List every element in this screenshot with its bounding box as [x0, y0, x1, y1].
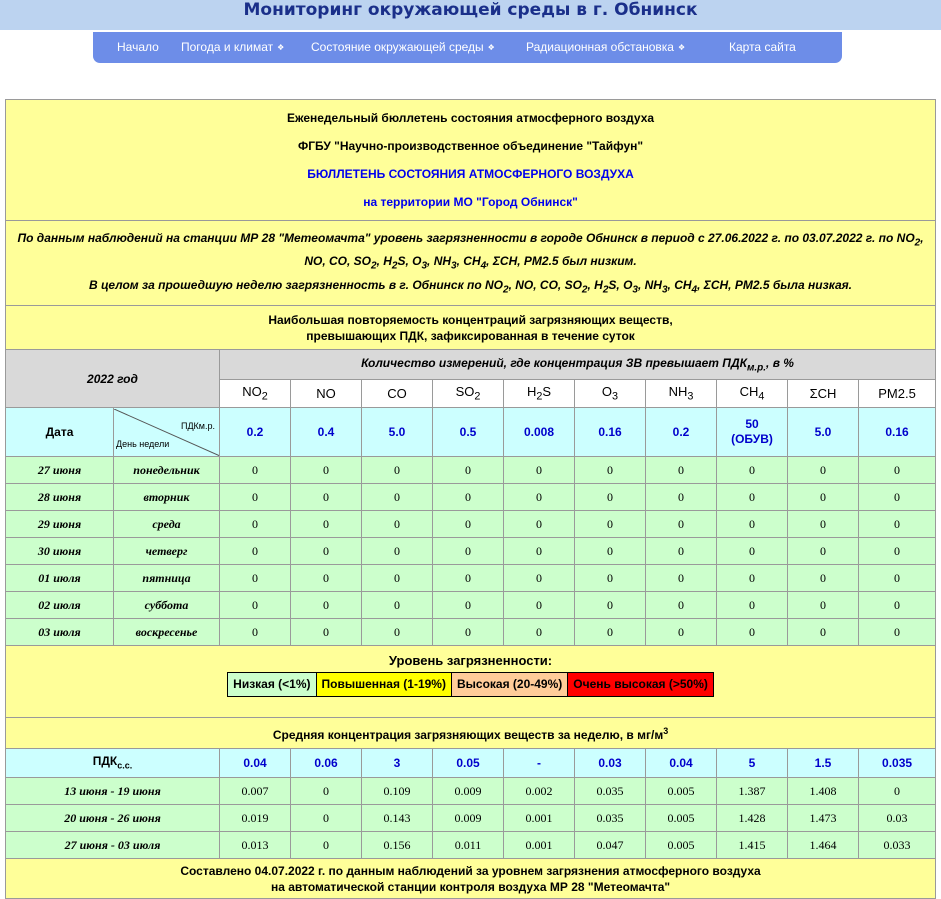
pdk-ss-value: 0.04	[220, 749, 291, 778]
exceed-value: 0	[504, 592, 575, 619]
avg-value: 1.387	[717, 778, 788, 805]
diag-day-label: День недели	[116, 438, 170, 449]
freq-rows	[6, 457, 936, 646]
nav-radiation-label: Радиационная обстановка	[526, 40, 674, 54]
dropdown-caret-icon: ❖	[677, 43, 686, 52]
pollutant-name: CH	[739, 384, 759, 400]
nav-home[interactable]	[117, 32, 159, 63]
pdk-ss-value: 0.035	[859, 749, 936, 778]
pdk-mr-value: 5.0	[362, 408, 433, 457]
avg-value: 0.156	[362, 832, 433, 859]
exceed-value: 0	[362, 565, 433, 592]
exceed-value: 0	[859, 592, 936, 619]
avg-row	[6, 778, 936, 805]
exceed-value: 0	[291, 511, 362, 538]
freq-title	[6, 306, 936, 350]
exceed-value: 0	[362, 457, 433, 484]
row-day: понедельник	[114, 457, 220, 484]
exceed-value: 0	[788, 484, 859, 511]
avg-value: 0.009	[433, 805, 504, 832]
footer-line1: Составлено 04.07.2022 г. по данным наблюдений за уровнем загрязнения атмосферного воздуха	[180, 863, 761, 878]
row-date: 27 июня	[6, 457, 114, 484]
avg-row	[6, 832, 936, 859]
dropdown-caret-icon: ❖	[487, 43, 495, 52]
pollutant-header	[362, 380, 433, 408]
row-date: 30 июня	[6, 538, 114, 565]
pollutant-name: CO	[387, 386, 407, 402]
pollutant-name: H	[526, 384, 537, 400]
exceed-value: 0	[575, 538, 646, 565]
avg-value: 0.001	[504, 805, 575, 832]
nav-home-label: Начало	[117, 40, 159, 54]
count-title	[220, 350, 936, 380]
row-period: 27 июня - 03 июля	[6, 832, 220, 859]
exceed-value: 0	[504, 457, 575, 484]
avg-title-sup: 3	[663, 726, 669, 737]
exceed-value: 0	[504, 565, 575, 592]
exceed-value: 0	[220, 457, 291, 484]
pollutant-sub: 4	[758, 390, 765, 403]
avg-value: 0.005	[646, 832, 717, 859]
legend-very-high: Очень высокая (>50%)	[568, 672, 714, 696]
row-day: суббота	[114, 592, 220, 619]
site-title: Мониторинг окружающей среды в г. Обнинск	[243, 0, 698, 20]
row-day: среда	[114, 511, 220, 538]
pollutant-header	[433, 380, 504, 408]
freq-row	[6, 457, 936, 484]
avg-value: 0.03	[859, 805, 936, 832]
bulletin-line4: на территории МО "Город Обнинск"	[363, 195, 578, 209]
pollutant-sub: 3	[612, 390, 619, 403]
pdk-ss-label	[6, 749, 220, 778]
exceed-value: 0	[220, 565, 291, 592]
intro-text-1: По данным наблюдений на станции МР 28 "Метеомачта" уровень загрязненности в городе Обнинск в период с 27.06.2022 г. по 03.07.2022 г. по $NO_2$, NO, CO, $SO_2$, $H_2S$, $O_3$, $NH_3$, $CH_4$, ΣCH, PM2.5 был низким.	[17, 231, 924, 272]
avg-value: 0.005	[646, 805, 717, 832]
exceed-value: 0	[859, 619, 936, 646]
exceed-value: 0	[220, 538, 291, 565]
exceed-value: 0	[788, 592, 859, 619]
pdk-mr-value: 0.4	[291, 408, 362, 457]
exceed-value: 0	[575, 484, 646, 511]
pollutant-header	[788, 380, 859, 408]
nav-sitemap[interactable]	[729, 32, 796, 63]
pollutant-sub: 3	[687, 390, 694, 403]
avg-value: 0.002	[504, 778, 575, 805]
avg-value: 0	[859, 778, 936, 805]
avg-row	[6, 805, 936, 832]
avg-value: 0.013	[220, 832, 291, 859]
nav-weather[interactable]	[181, 32, 284, 63]
avg-value: 0.035	[575, 805, 646, 832]
pdk-ss-value: 3	[362, 749, 433, 778]
exceed-value: 0	[433, 457, 504, 484]
nav-weather-label: Погода и климат	[181, 40, 274, 54]
pollutant-name: SO	[455, 384, 475, 400]
exceed-value: 0	[646, 457, 717, 484]
avg-value: 0.033	[859, 832, 936, 859]
pdk-mr-value: 5.0	[788, 408, 859, 457]
exceed-value: 0	[717, 619, 788, 646]
row-day: пятница	[114, 565, 220, 592]
exceed-value: 0	[575, 565, 646, 592]
nav-environment[interactable]	[311, 32, 495, 63]
count-title-sub: м.р.	[746, 362, 767, 374]
exceed-value: 0	[291, 457, 362, 484]
avg-value: 1.428	[717, 805, 788, 832]
pollutant-name: NO	[242, 384, 262, 400]
row-day: вторник	[114, 484, 220, 511]
exceed-value: 0	[859, 484, 936, 511]
avg-value: 1.408	[788, 778, 859, 805]
exceed-value: 0	[646, 592, 717, 619]
exceed-value: 0	[788, 619, 859, 646]
exceed-value: 0	[717, 538, 788, 565]
avg-value: 0.047	[575, 832, 646, 859]
site-header	[0, 0, 941, 30]
legend-block	[6, 646, 936, 718]
exceed-value: 0	[291, 484, 362, 511]
freq-row	[6, 511, 936, 538]
row-date: 03 июля	[6, 619, 114, 646]
pollutant-sub: 2	[261, 390, 268, 403]
exceed-value: 0	[504, 484, 575, 511]
avg-value: 0.007	[220, 778, 291, 805]
exceed-value: 0	[859, 565, 936, 592]
exceed-value: 0	[859, 538, 936, 565]
avg-rows	[6, 778, 936, 859]
count-title-unit: , в %	[766, 355, 794, 370]
row-day: воскресенье	[114, 619, 220, 646]
pollutant-header	[291, 380, 362, 408]
pdk-ss-value: 0.03	[575, 749, 646, 778]
pdk-ss-label-sub: с.с.	[117, 760, 133, 771]
exceed-value: 0	[220, 619, 291, 646]
pdk-mr-value: 0.5	[433, 408, 504, 457]
pdk-mr-value: 0.2	[220, 408, 291, 457]
freq-row	[6, 484, 936, 511]
row-day: четверг	[114, 538, 220, 565]
freq-row	[6, 619, 936, 646]
avg-value: 0.009	[433, 778, 504, 805]
pollutant-header	[717, 380, 788, 408]
exceed-value: 0	[362, 511, 433, 538]
avg-value: 0.005	[646, 778, 717, 805]
pdk-ss-label-text: ПДК	[92, 753, 118, 768]
bulletin-line1: Еженедельный бюллетень состояния атмосферного воздуха	[286, 111, 655, 125]
pollutant-name: NO	[316, 386, 336, 402]
exceed-value: 0	[362, 538, 433, 565]
bulletin-intro	[6, 221, 936, 306]
pollutant-header	[646, 380, 717, 408]
row-period: 13 июня - 19 июня	[6, 778, 220, 805]
row-date: 02 июля	[6, 592, 114, 619]
year-cell: 2022 год	[6, 350, 220, 408]
avg-value: 0.035	[575, 778, 646, 805]
exceed-value: 0	[362, 484, 433, 511]
exceed-value: 0	[362, 619, 433, 646]
avg-value: 0.001	[504, 832, 575, 859]
main-nav	[93, 32, 842, 63]
exceed-value: 0	[291, 538, 362, 565]
pollutant-name: ΣCH	[809, 386, 837, 402]
avg-value: 1.415	[717, 832, 788, 859]
pollutant-header	[859, 380, 936, 408]
pdk-ss-value: 1.5	[788, 749, 859, 778]
bulletin-table	[5, 99, 936, 899]
pollutant-header	[220, 380, 291, 408]
pdk-ss-value: 0.05	[433, 749, 504, 778]
exceed-value: 0	[433, 484, 504, 511]
avg-value: 0	[291, 832, 362, 859]
pdk-mr-value: 0.16	[575, 408, 646, 457]
row-date: 29 июня	[6, 511, 114, 538]
exceed-value: 0	[504, 538, 575, 565]
exceed-value: 0	[646, 565, 717, 592]
exceed-value: 0	[646, 538, 717, 565]
exceed-value: 0	[717, 484, 788, 511]
exceed-value: 0	[504, 619, 575, 646]
intro-text-2: В целом за прошедшую неделю загрязненность в г. Обнинск по $NO_2$, NO, CO, $SO_2$, $H_2S$, $O_3$, $NH_3$, $CH_4$, ΣCH, PM2.5 была низкая.	[89, 277, 853, 296]
row-date: 28 июня	[6, 484, 114, 511]
legend-high: Высокая (20-49%)	[451, 672, 567, 696]
pdk-ss-value: -	[504, 749, 575, 778]
dropdown-caret-icon: ❖	[277, 43, 285, 52]
exceed-value: 0	[433, 565, 504, 592]
pollutant-rest: S	[542, 384, 552, 400]
legend-elevated: Повышенная (1-19%)	[316, 672, 451, 696]
exceed-value: 0	[433, 511, 504, 538]
exceed-value: 0	[433, 619, 504, 646]
pdk-ss-value: 5	[717, 749, 788, 778]
footer-line2: на автоматической станции контроля воздуха МР 28 "Метеомачта"	[270, 879, 671, 894]
nav-sitemap-label: Карта сайта	[729, 40, 796, 54]
exceed-value: 0	[859, 457, 936, 484]
exceed-value: 0	[788, 565, 859, 592]
avg-title	[6, 718, 936, 749]
exceed-value: 0	[717, 565, 788, 592]
pdk-mr-value: 0.008	[504, 408, 575, 457]
exceed-value: 0	[220, 511, 291, 538]
exceed-value: 0	[717, 592, 788, 619]
freq-row	[6, 538, 936, 565]
exceed-value: 0	[291, 565, 362, 592]
pdk-ss-value: 0.04	[646, 749, 717, 778]
diag-pdk-label: ПДКм.р.	[180, 420, 215, 431]
avg-value: 0	[291, 805, 362, 832]
legend-title: Уровень загрязненности:	[388, 652, 553, 668]
count-title-text: Количество измерений, где концентрация ЗВ превышает ПДК	[361, 355, 747, 370]
exceed-value: 0	[646, 619, 717, 646]
pdk-mr-value: 50 (ОБУВ)	[717, 408, 788, 457]
pollutant-name: O	[601, 384, 613, 400]
legend-low: Низкая (<1%)	[228, 672, 316, 696]
pollutant-header	[575, 380, 646, 408]
row-date: 01 июля	[6, 565, 114, 592]
avg-value: 0.019	[220, 805, 291, 832]
exceed-value: 0	[575, 619, 646, 646]
freq-row	[6, 565, 936, 592]
exceed-value: 0	[220, 592, 291, 619]
exceed-value: 0	[291, 619, 362, 646]
exceed-value: 0	[362, 592, 433, 619]
avg-value: 0.109	[362, 778, 433, 805]
exceed-value: 0	[433, 592, 504, 619]
pollutant-sub: 2	[474, 390, 481, 403]
legend-table	[227, 672, 714, 697]
freq-title-l1: Наибольшая повторяемость концентраций загрязняющих веществ,	[268, 312, 673, 327]
nav-environment-label: Состояние окружающей среды	[311, 40, 484, 54]
row-period: 20 июня - 26 июня	[6, 805, 220, 832]
exceed-value: 0	[717, 511, 788, 538]
exceed-value: 0	[646, 484, 717, 511]
exceed-value: 0	[717, 457, 788, 484]
pdk-mr-value: 0.16	[859, 408, 936, 457]
pollutant-sub: 2	[536, 390, 543, 403]
exceed-value: 0	[291, 592, 362, 619]
bulletin-header	[6, 100, 936, 221]
exceed-value: 0	[575, 592, 646, 619]
exceed-value: 0	[646, 511, 717, 538]
diagonal-header	[114, 408, 220, 457]
exceed-value: 0	[788, 511, 859, 538]
nav-radiation[interactable]	[526, 32, 685, 63]
pdk-mr-value: 0.2	[646, 408, 717, 457]
exceed-value: 0	[859, 511, 936, 538]
exceed-value: 0	[575, 457, 646, 484]
pollutant-header	[504, 380, 575, 408]
exceed-value: 0	[220, 484, 291, 511]
footer-note	[6, 859, 936, 899]
bulletin-line3: БЮЛЛЕТЕНЬ СОСТОЯНИЯ АТМОСФЕРНОГО ВОЗДУХА	[307, 167, 634, 181]
exceed-value: 0	[788, 457, 859, 484]
avg-value: 0	[291, 778, 362, 805]
avg-value: 0.011	[433, 832, 504, 859]
freq-title-l2: превышающих ПДК, зафиксированная в течение суток	[306, 328, 635, 343]
pollutant-name: PM2.5	[878, 386, 916, 402]
avg-value: 0.143	[362, 805, 433, 832]
avg-title-text: Средняя концентрация загрязняющих веществ за неделю, в мг/м	[272, 728, 664, 743]
pdk-ss-value: 0.06	[291, 749, 362, 778]
exceed-value: 0	[788, 538, 859, 565]
exceed-value: 0	[575, 511, 646, 538]
freq-row	[6, 592, 936, 619]
avg-value: 1.473	[788, 805, 859, 832]
avg-value: 1.464	[788, 832, 859, 859]
exceed-value: 0	[504, 511, 575, 538]
bulletin-line2: ФГБУ "Научно-производственное объединение "Тайфун"	[297, 139, 644, 153]
pollutant-name: NH	[668, 384, 688, 400]
date-label: Дата	[6, 408, 114, 457]
exceed-value: 0	[433, 538, 504, 565]
